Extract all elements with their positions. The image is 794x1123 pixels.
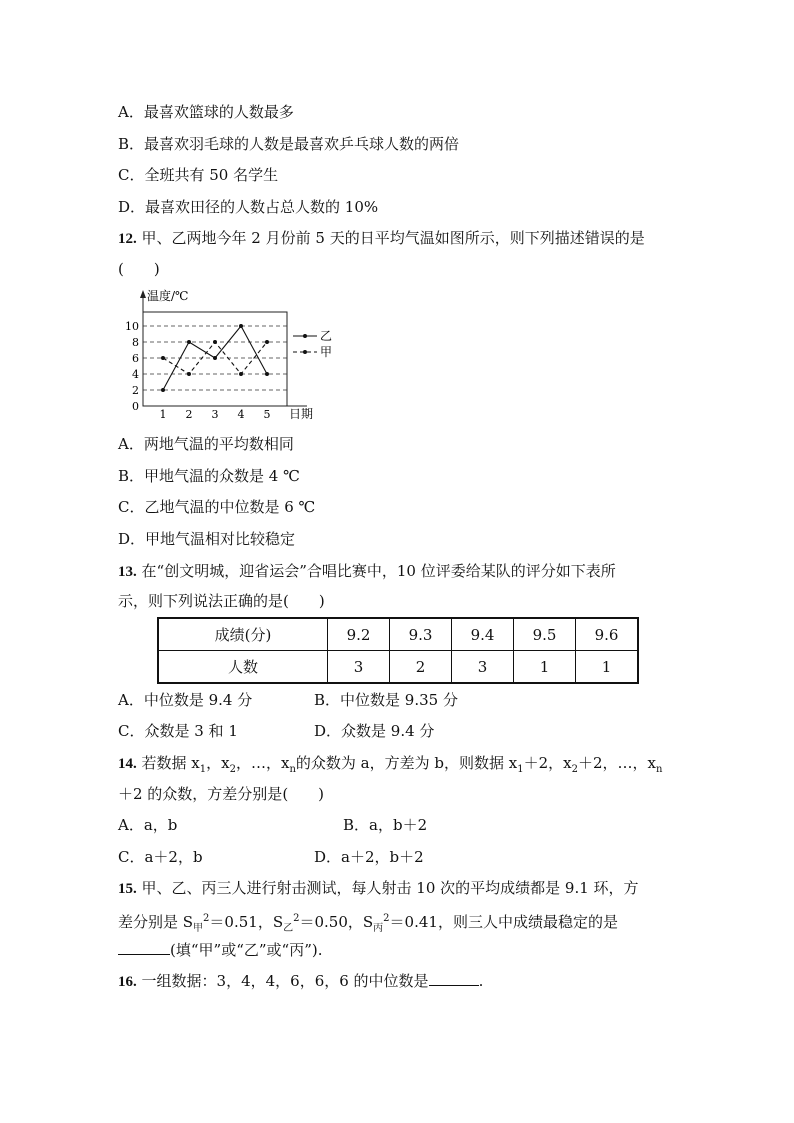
- q16-stem: [118, 971, 483, 992]
- count-cell: 3: [328, 651, 390, 684]
- score-table-count-row: [158, 651, 638, 684]
- q14-option-a: A．a，b: [118, 816, 178, 834]
- q12-option-c: C．乙地气温的中位数是 6 ℃: [118, 498, 316, 516]
- y-tick-label: 2: [132, 384, 139, 397]
- q13-stem-text: 在“创文明城，迎省运会”合唱比赛中，10 位评委给某队的评分如下表所: [141, 562, 616, 580]
- data-point-甲: [265, 340, 269, 344]
- q12-stem-line1: [118, 228, 645, 249]
- q13-option-b: B．中位数是 9.35 分: [314, 691, 458, 709]
- legend-label-甲: 甲: [320, 345, 333, 359]
- x-tick-label: 3: [211, 408, 219, 421]
- q15-number: 15.: [118, 881, 137, 897]
- temperature-line-chart: [118, 284, 338, 424]
- q15-stem-tail: (填“甲”或“乙”或“丙”).: [170, 941, 323, 959]
- q13-option-d: D．众数是 9.4 分: [314, 722, 435, 740]
- q15-stem-line3: [118, 940, 322, 960]
- data-point-乙: [239, 324, 243, 328]
- count-cell: 2: [390, 651, 452, 684]
- q15-stem-text: 甲、乙、丙三人进行射击测试，每人射击 10 次的平均成绩都是 9.1 环，方: [141, 879, 639, 897]
- score-cell: 9.2: [328, 618, 390, 651]
- x-tick-label: 2: [185, 408, 193, 421]
- q11-option-c: C．全班共有 50 名学生: [118, 166, 279, 184]
- y-tick-label: 0: [132, 400, 139, 413]
- data-point-甲: [161, 356, 165, 360]
- legend-marker-甲: [303, 350, 307, 354]
- score-cell: 9.3: [390, 618, 452, 651]
- q13-option-c: C．众数是 3 和 1: [118, 722, 238, 740]
- q16-number: 16.: [118, 974, 137, 990]
- q11-option-a: A．最喜欢篮球的人数最多: [118, 103, 294, 121]
- data-point-甲: [239, 372, 243, 376]
- y-tick-label: 8: [132, 336, 139, 349]
- x-tick-label: 1: [159, 408, 167, 421]
- x-tick-label: 4: [237, 408, 245, 421]
- q12-option-b: B．甲地气温的众数是 4 ℃: [118, 467, 300, 485]
- data-point-乙: [187, 340, 191, 344]
- q13-option-a: A．中位数是 9.4 分: [118, 691, 253, 709]
- q12-stem-line2: ( ): [118, 260, 160, 278]
- answer-blank[interactable]: [429, 971, 479, 986]
- data-point-甲: [213, 340, 217, 344]
- q15-stem-line1: [118, 878, 639, 899]
- y-tick-label: 6: [132, 352, 139, 365]
- data-point-乙: [161, 388, 165, 392]
- q14-stem-line1: [118, 753, 662, 780]
- data-point-乙: [213, 356, 217, 360]
- answer-blank[interactable]: [118, 940, 170, 955]
- y-axis-title: 温度/℃: [147, 289, 189, 303]
- score-cell: 9.4: [452, 618, 514, 651]
- q14-option-c: C．a＋2，b: [118, 848, 203, 866]
- legend-label-乙: 乙: [320, 329, 333, 343]
- q16-stem-text: 一组数据：3，4，4，6，6，6 的中位数是: [141, 972, 429, 990]
- q13-stem-line2: 示，则下列说法正确的是( ): [118, 592, 325, 610]
- x-tick-label: 5: [263, 408, 271, 421]
- q14-stem-text: 若数据 $x_1$，$x_2$，…，$x_n$的众数为 a，方差为 b，则数据 $x_1+2$，$x_2+2$，…，$x_n$: [141, 754, 663, 775]
- score-header-label: 成绩(分): [158, 618, 328, 651]
- data-point-乙: [265, 372, 269, 376]
- count-cell: 3: [452, 651, 514, 684]
- score-table-header-row: [158, 618, 638, 651]
- count-row-label: 人数: [158, 651, 328, 684]
- q15-stem-line2: 差分别是 $S_甲^2=0.51$，$S_乙^2=0.50$，$S_丙^2=0.41$，则三人中成绩最稳定的是: [118, 913, 618, 934]
- y-tick-label: 10: [125, 320, 139, 333]
- score-cell: 9.5: [514, 618, 576, 651]
- q14-stem-line2: ＋2 的众数，方差分别是( ): [118, 785, 325, 803]
- q11-option-b: B．最喜欢羽毛球的人数是最喜欢乒乓球人数的两倍: [118, 135, 460, 153]
- score-table: [157, 617, 639, 684]
- q13-stem-line1: [118, 561, 616, 582]
- count-cell: 1: [514, 651, 576, 684]
- score-cell: 9.6: [576, 618, 639, 651]
- q14-option-b: B．a，b＋2: [343, 816, 428, 834]
- q12-option-a: A．两地气温的平均数相同: [118, 435, 294, 453]
- count-cell: 1: [576, 651, 639, 684]
- q12-number: 12.: [118, 231, 137, 247]
- q13-number: 13.: [118, 564, 137, 580]
- data-point-甲: [187, 372, 191, 376]
- y-axis-arrow: [140, 290, 146, 298]
- q12-option-d: D．甲地气温相对比较稳定: [118, 530, 296, 548]
- q12-stem-text: 甲、乙两地今年 2 月份前 5 天的日平均气温如图所示，则下列描述错误的是: [141, 229, 645, 247]
- q14-number: 14.: [118, 756, 137, 772]
- x-axis-title: 日期: [289, 407, 314, 421]
- y-tick-label: 4: [132, 368, 139, 381]
- q16-period: .: [478, 972, 484, 990]
- q14-option-d: D．a＋2，b＋2: [314, 848, 424, 866]
- legend-marker-乙: [303, 334, 307, 338]
- q11-option-d: D．最喜欢田径的人数占总人数的 10%: [118, 198, 379, 216]
